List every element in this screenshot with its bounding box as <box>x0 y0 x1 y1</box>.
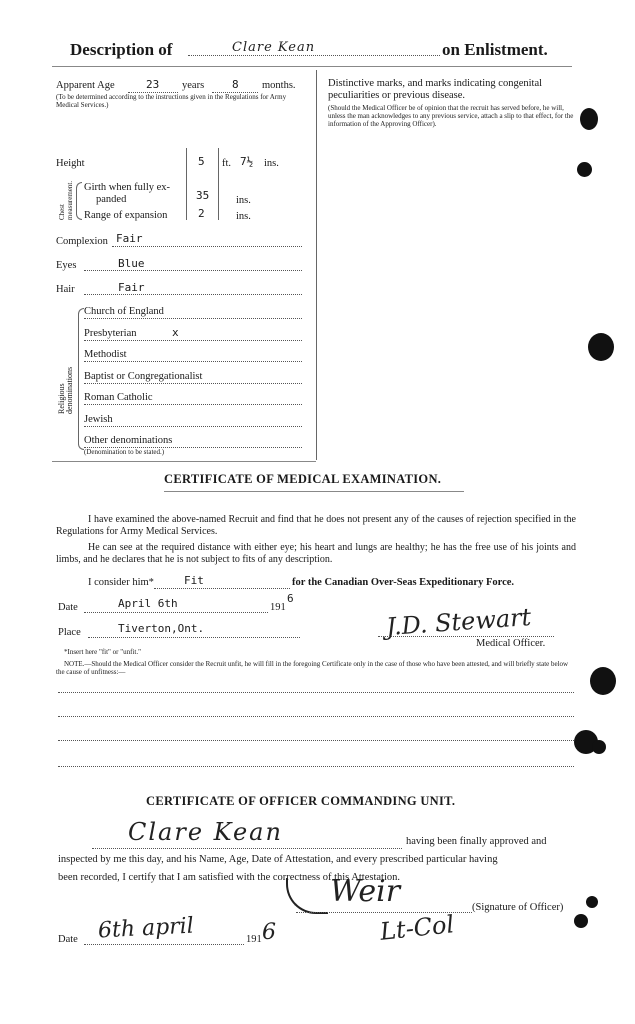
height-label: Height <box>56 158 85 169</box>
religion-line <box>84 383 302 384</box>
description-bottom-rule <box>52 461 316 462</box>
chest-label: Chest measurement. <box>58 180 74 220</box>
measure-box-right <box>218 148 219 220</box>
punch-hole-6 <box>592 740 606 754</box>
punch-hole-3 <box>588 333 614 361</box>
header-title-left: Description of <box>70 40 173 59</box>
marks-note: (Should the Medical Officer be of opinion that the recruit has served before, he will, unless the man acknowledges to any previous service, attach a slip to that effect, for the information of the Approving Officer). <box>328 104 574 128</box>
unfitness-line-3 <box>58 740 574 741</box>
eyes-label: Eyes <box>56 260 77 271</box>
girth-unit: ins. <box>236 195 251 206</box>
age-label: Apparent Age <box>56 80 115 91</box>
medical-year-prefix: 191 <box>270 602 286 613</box>
age-years-value: 23 <box>146 78 160 91</box>
religion-side-label: Religious denominations <box>57 366 74 414</box>
place-value: Tiverton,Ont. <box>118 622 205 635</box>
expansion-value: 2 <box>198 207 205 220</box>
consider-suffix: for the Canadian Over-Seas Expeditionary Force. <box>292 577 515 588</box>
religion-note: (Denomination to be stated.) <box>84 448 165 456</box>
religion-line <box>84 404 302 405</box>
medical-date-value: April 6th <box>118 597 178 610</box>
consider-value: Fit <box>184 574 204 587</box>
medical-date-label: Date <box>58 602 78 613</box>
punch-hole-7 <box>586 896 598 908</box>
punch-hole-8 <box>574 914 588 928</box>
place-line <box>88 637 300 638</box>
expansion-label: Range of expansion <box>84 210 168 221</box>
medical-para1: I have examined the above-named Recruit and find that he does not present any of the causes of rejection specified in the Regulations for Army Medical Services. <box>56 514 576 537</box>
unfitness-line-4 <box>58 766 574 767</box>
religion-label: Presbyterian <box>84 327 137 339</box>
commanding-date-value: 6th april <box>97 913 195 944</box>
header-name-line <box>188 55 440 56</box>
medical-officer-signature: J.D. Stewart <box>385 602 533 642</box>
medical-officer-label: Medical Officer. <box>476 638 546 649</box>
religion-label: Jewish <box>84 413 113 425</box>
religion-line <box>84 340 302 341</box>
officer-signature-label: (Signature of Officer) <box>472 902 564 913</box>
age-note: (To be determined according to the instructions given in the Regulations for Army Medical Services.) <box>56 93 287 109</box>
months-label: months. <box>262 80 296 91</box>
years-label: years <box>182 80 205 91</box>
medical-year-suffix: 6 <box>287 592 294 605</box>
punch-hole-4 <box>590 667 616 695</box>
religion-line <box>84 361 302 362</box>
complexion-value: Fair <box>116 232 143 245</box>
religion-label: Church of England <box>84 306 164 317</box>
signature-flourish <box>286 878 328 914</box>
expansion-unit: ins. <box>236 211 251 222</box>
unfitness-line-1 <box>58 692 574 693</box>
girth-label-1: Girth when fully ex- <box>84 182 171 193</box>
commanding-year-prefix: 191 <box>246 934 262 945</box>
commanding-text2: inspected by me this day, and his Name, Age, Date of Attestation, and every prescribed particular having <box>58 854 498 865</box>
insert-note: *Insert here "fit" or "unfit." <box>64 648 141 656</box>
column-divider <box>316 70 317 460</box>
top-rule <box>52 66 572 67</box>
medical-note: NOTE.—Should the Medical Officer consider the Recruit unfit, he will fill in the foregoing Certificate only in the case of those who have been attested, and will briefly state below the cause of unfitness:— <box>56 660 569 676</box>
punch-hole-1 <box>580 108 598 130</box>
officer-rank: Lt-Col <box>378 910 456 946</box>
eyes-value: Blue <box>118 257 145 270</box>
unfitness-line-2 <box>58 716 574 717</box>
consider-line <box>154 588 290 589</box>
complexion-label: Complexion <box>56 236 108 247</box>
commanding-date-line <box>84 944 244 945</box>
religion-mark: x <box>172 325 179 339</box>
medical-heading: CERTIFICATE OF MEDICAL EXAMINATION. <box>164 472 442 486</box>
medical-date-line <box>84 612 268 613</box>
chest-brace <box>76 182 82 220</box>
girth-value: 35 <box>196 189 210 202</box>
commanding-name-line <box>92 848 402 849</box>
religion-line <box>84 318 302 319</box>
height-ft-value: 5 <box>198 155 205 168</box>
medical-para2: He can see at the required distance with either eye; his heart and lungs are healthy; he has the free use of his joints and limbs, and he declares that he is not subject to fits of any description. <box>56 542 576 565</box>
height-in-value: 7½ <box>240 155 254 168</box>
header-title-right: on Enlistment. <box>442 40 548 59</box>
medical-heading-underline <box>164 491 464 492</box>
hair-value: Fair <box>118 281 145 294</box>
complexion-line <box>112 246 302 247</box>
hair-line <box>84 294 302 295</box>
marks-heading-1: Distinctive marks, and marks indicating congenital <box>328 78 543 89</box>
commanding-text3: been recorded, I certify that I am satisfied with the correctness of this Attestation. <box>58 872 401 883</box>
religion-line <box>84 426 302 427</box>
punch-hole-2 <box>577 162 592 177</box>
place-label: Place <box>58 627 81 638</box>
commanding-year-suffix: 6 <box>262 920 276 945</box>
eyes-line <box>84 270 302 271</box>
religion-label: Other denominations <box>84 435 173 446</box>
medical-signature-line <box>378 636 554 637</box>
measure-box-left <box>186 148 187 220</box>
religion-label: Baptist or Congregationalist <box>84 370 203 382</box>
commanding-officer-signature: Weir <box>330 874 401 909</box>
commanding-text1: having been finally approved and <box>406 836 547 847</box>
commanding-name-signature: Clare Kean <box>128 818 283 846</box>
ft-label: ft. <box>222 158 232 169</box>
commanding-heading: CERTIFICATE OF OFFICER COMMANDING UNIT. <box>146 794 456 808</box>
recruit-name: Clare Kean <box>232 40 316 55</box>
commanding-date-label: Date <box>58 934 78 945</box>
religion-label: Methodist <box>84 349 127 360</box>
marks-heading-2: peculiarities or previous disease. <box>328 90 466 101</box>
girth-label-2: panded <box>96 194 127 205</box>
consider-label: I consider him* <box>88 577 154 588</box>
hair-label: Hair <box>56 284 75 295</box>
religion-label: Roman Catholic <box>84 392 153 403</box>
height-ins-label: ins. <box>264 158 279 169</box>
age-months-value: 8 <box>232 78 239 91</box>
